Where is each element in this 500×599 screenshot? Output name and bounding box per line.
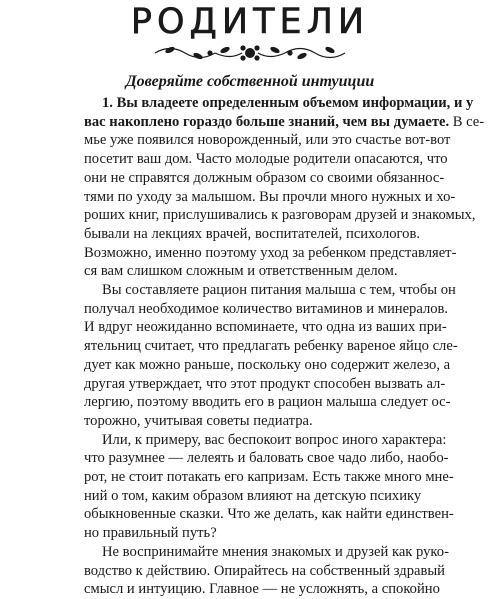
text-line: ся вам слишком сложным и ответственным делом. [84, 263, 398, 280]
text-line: 1. Вы владеете определенным объемом информации, и у [102, 95, 474, 111]
text-line: другая утверждает, что этот продукт способен вызвать ал- [84, 375, 446, 392]
text-fragment: В се- [449, 113, 485, 130]
text-line: бывали на лекциях врачей, воспитателей, психологов. [84, 225, 420, 242]
text-line: смысл и интуицию. Главное — не усложнять, а спокойно [84, 581, 440, 598]
text-line: рот, не стоит потакать его капризам. Есть также много мне- [84, 469, 454, 486]
text-line: они не справятся должным образом со своими обязаннос- [84, 169, 445, 186]
text-line: но правильный путь? [84, 525, 217, 542]
text-line: Не воспринимайте мнения знакомых и друзей как руко- [102, 543, 449, 560]
text-line: Возможно, именно поэтому уход за ребенком представляет- [84, 244, 457, 261]
text-line: дует как можно раньше, поскольку оно содержит железо, а [84, 356, 451, 373]
text-line: тями по уходу за малышом. Вы прочли много нужных и хо- [84, 188, 456, 205]
text-line: посетит ваш дом. Часто молодые родители опасаются, что [84, 151, 448, 168]
floral-ornament-icon [150, 42, 350, 64]
page-header-title: РОДИТЕЛИ [130, 2, 370, 42]
bold-phrase: вас накоплено гораздо больше знаний, чем вы думаете. [84, 113, 450, 130]
text-line: что разумнее — лелеять и баловать свое чадо либо, наобо- [84, 450, 449, 467]
text-line: получал необходимое количество витаминов и минералов. [84, 300, 449, 317]
section-title: Доверяйте собственной интуиции [125, 73, 375, 90]
text-line: мье уже появился новорожденный, или это счастье вот-вот [84, 132, 451, 149]
text-line: роших книг, прислушивались к разговорам друзей и знакомых, [84, 207, 476, 224]
text-line: И вдруг неожиданно вспоминаете, что одна из ваших при- [84, 319, 447, 336]
text-line: водство к действию. Опирайтесь на собственный здравый [84, 562, 445, 579]
text-line: Вы составляете рацион питания малыша с тем, чтобы он [102, 282, 456, 299]
text-line [84, 113, 485, 132]
body-text [84, 94, 485, 599]
text-line: Или, к примеру, вас беспокоит вопрос иного характера: [102, 431, 447, 448]
text-line: торожно, учитывая советы педиатра. [84, 412, 313, 429]
text-line: ний о том, каким образом влияют на детскую психику [84, 487, 422, 504]
text-line: обыкновенные сказки. Что же делать, как найти единствен- [84, 506, 454, 523]
text-line: ятельниц считает, что предлагать ребенку вареное яйцо сле- [84, 338, 458, 355]
text-line: лергию, поэтому вводить его в рацион малыша следует ос- [84, 394, 451, 411]
